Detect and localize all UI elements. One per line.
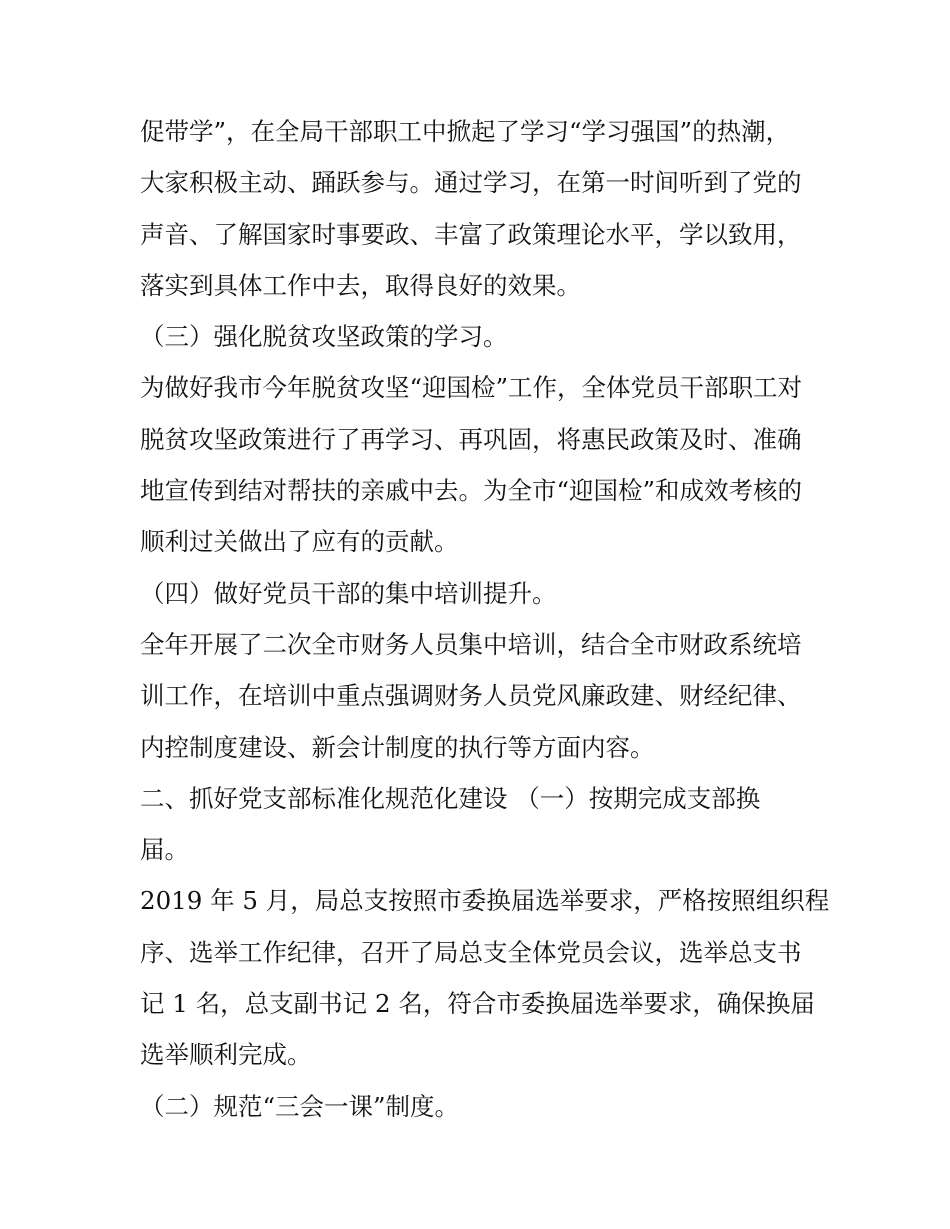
body-line: 训工作，在培训中重点强调财务人员党风廉政建、财经纪律、 [140,681,802,711]
section-heading-continued: 届。 [140,835,189,865]
body-line: 促带学”，在全局干部职工中掀起了学习“学习强国”的热潮， [140,117,791,146]
body-line: 序、选举工作纪律，召开了局总支全体党员会议，选举总支书 [140,937,802,967]
body-line: 记 1 名，总支副书记 2 名，符合市委换届选举要求，确保换届 [140,989,815,1019]
body-line: 地宣传到结对帮扶的亲戚中去。为全市“迎国检”和成效考核的 [140,476,803,506]
section-heading: 二、抓好党支部标准化规范化建设 （一）按期完成支部换 [140,783,761,813]
body-line: 内控制度建设、新会计制度的执行等方面内容。 [140,732,655,762]
body-line: 声音、了解国家时事要政、丰富了政策理论水平，学以致用， [140,219,802,249]
body-line: 脱贫攻坚政策进行了再学习、再巩固，将惠民政策及时、准确 [140,424,802,454]
body-line: 为做好我市今年脱贫攻坚“迎国检”工作，全体党员干部职工对 [140,373,803,403]
section-heading: （四）做好党员干部的集中培训提升。 [140,578,557,608]
document-body [140,106,830,1132]
body-line: 全年开展了二次全市财务人员集中培训，结合全市财政系统培 [140,629,802,659]
body-line: 2019 年 5 月，局总支按照市委换届选举要求，严格按照组织程 [140,886,830,916]
body-line: 落实到具体工作中去，取得良好的效果。 [140,270,581,300]
body-line: 顺利过关做出了应有的贡献。 [140,527,459,557]
body-line: 选举顺利完成。 [140,1040,312,1070]
section-heading: （二）规范“三会一课”制度。 [140,1091,460,1121]
section-heading: （三）强化脱贫攻坚政策的学习。 [140,322,508,352]
body-line: 大家积极主动、踊跃参与。通过学习，在第一时间听到了党的 [140,168,802,198]
